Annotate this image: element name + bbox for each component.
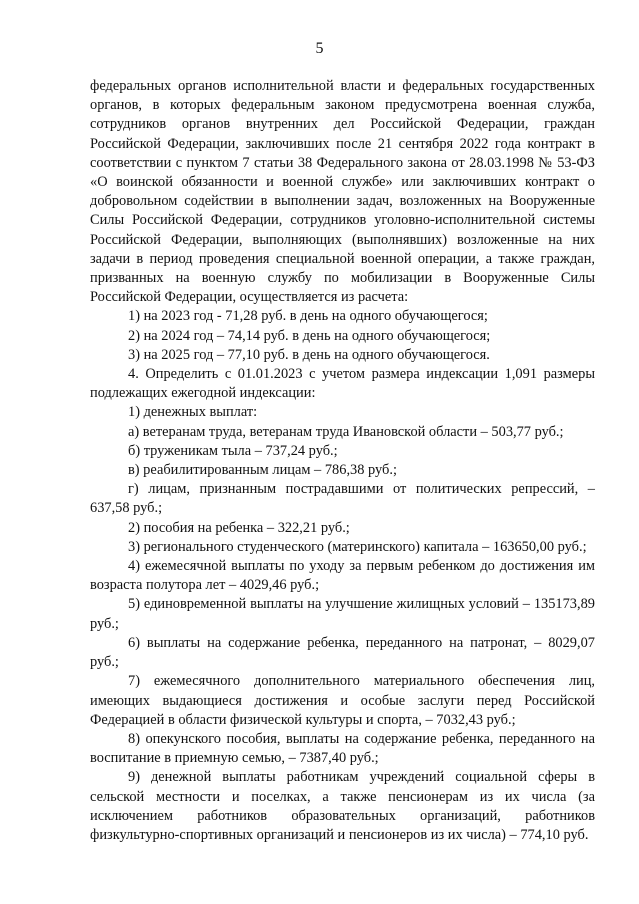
list-item-2025: 3) на 2025 год – 77,10 руб. в день на одного обучающегося. — [128, 346, 490, 363]
list-item-labor-veterans: а) ветеранам труда, ветеранам труда Ивановской области – 503,77 руб.; — [128, 423, 564, 440]
list-item-child-allowance: 2) пособия на ребенка – 322,21 руб.; — [128, 519, 350, 536]
list-item-sports-achievements: 7) ежемесячного дополнительного материального обеспечения лиц, имеющих выдающиеся достижения и особые заслуги перед Российской Федерацией в области физической культуры и спорта, – 7032,43 руб.; — [90, 673, 595, 728]
list-item-rehabilitated: в) реабилитированным лицам – 786,38 руб.; — [128, 462, 397, 479]
paragraph-point-4: 4. Определить с 01.01.2023 с учетом размера индексации 1,091 размеры подлежащих ежегодной индексации: — [90, 366, 595, 402]
list-item-2023: 1) на 2023 год - 71,28 руб. в день на одного обучающегося; — [128, 308, 488, 325]
document-body — [90, 77, 595, 845]
list-item-cash-payments: 1) денежных выплат: — [128, 404, 258, 421]
list-item-repression-victims: г) лицам, признанным пострадавшими от политических репрессий, – 637,58 руб.; — [90, 481, 595, 517]
paragraph-intro: федеральных органов исполнительной власти и федеральных государственных органов, в которых федеральным законом предусмотрена военная служба, сотрудников органов внутренних дел Российской Федерации, граждан Российской Федерации, заключивших после 21 сентября 2022 года контракт в соответствии с пунктом 7 статьи 38 Федерального закона от 28.03.1998 № 53-ФЗ «О воинской обязанности и военной службе» или заключивших контракт о добровольном содействии в выполнении задач, возложенных на Вооруженные Силы Российской Федерации, сотрудников уголовно-исполнительной системы Российской Федерации, выполняющих (выполнявших) возложенные на них задачи в период проведения специальной военной операции, а также граждан, призванных на военную службу по мобилизации в Вооруженные Силы Российской Федерации, осуществляется из расчета: — [90, 78, 595, 306]
list-item-home-front-workers: б) труженикам тыла – 737,24 руб.; — [128, 442, 338, 459]
page-number: 5 — [315, 40, 324, 57]
list-item-first-child-care: 4) ежемесячной выплаты по уходу за первым ребенком до достижения им возраста полутора лет – 4029,46 руб.; — [90, 558, 595, 594]
list-item-rural-social-workers: 9) денежной выплаты работникам учреждений социальной сферы в сельской местности и поселках, а также пенсионерам из их числа (за исключением работников образовательных организаций, работников физкультурно-спортивных организаций и пенсионеров из их числа) – 774,10 руб. — [90, 769, 595, 843]
list-item-student-capital: 3) регионального студенческого (материнского) капитала – 163650,00 руб.; — [128, 538, 587, 555]
list-item-2024: 2) на 2024 год – 74,14 руб. в день на одного обучающегося; — [128, 327, 491, 344]
list-item-guardianship: 8) опекунского пособия, выплаты на содержание ребенка, переданного на воспитание в приемную семью, – 7387,40 руб.; — [90, 730, 595, 767]
list-item-patronage: 6) выплаты на содержание ребенка, переданного на патронат, – 8029,07 руб.; — [90, 634, 595, 671]
list-item-housing: 5) единовременной выплаты на улучшение жилищных условий – 135173,89 руб.; — [90, 596, 595, 632]
